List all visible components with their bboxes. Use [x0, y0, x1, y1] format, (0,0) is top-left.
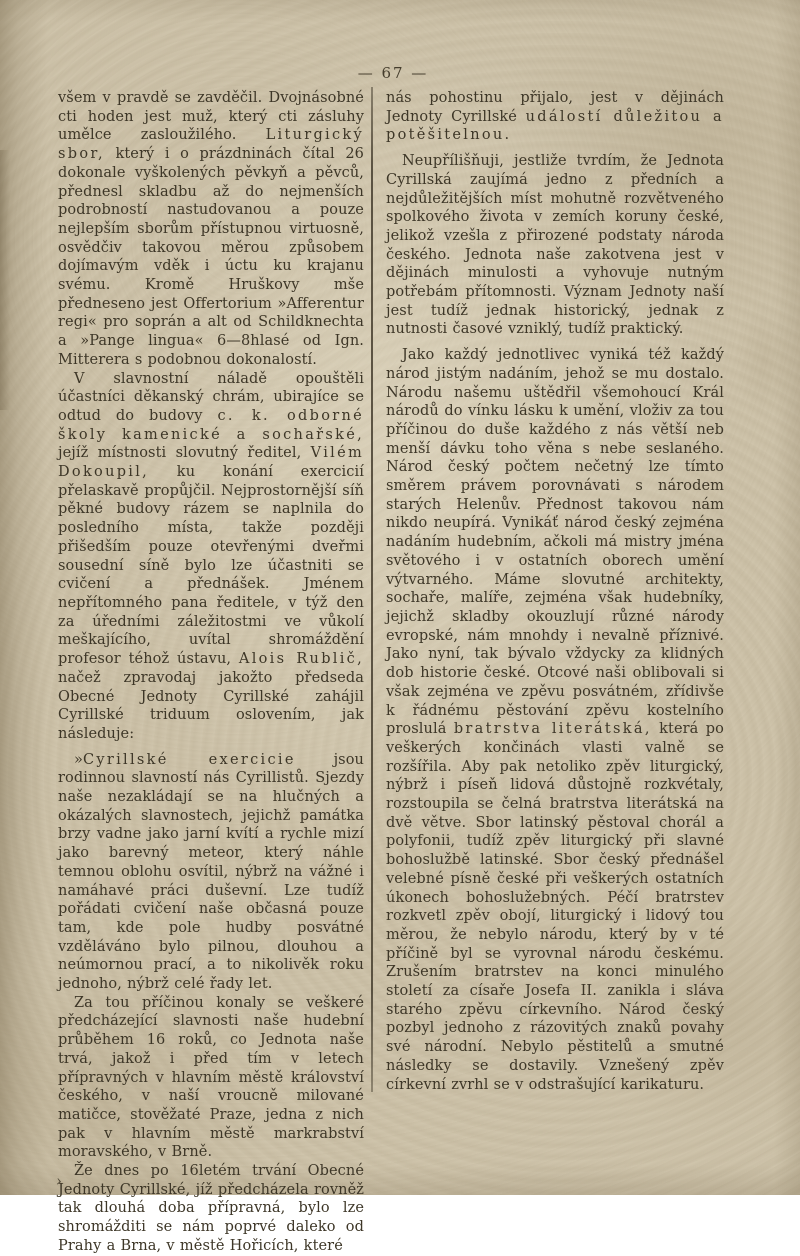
- paragraph: [58, 994, 364, 1162]
- column-divider-rule: [371, 87, 373, 1092]
- text-segment: Za tou příčinou konaly se veškeré předcházející slavnosti naše hudební průběhem 16 roků, co Jednota naše trvá, jakož i před tím v letech přípravných v hlavním městě království českého, v naší vroucně milované matičce, stověžaté Praze, jedna z nich pak v hlavním městě markrabství moravského, v Brně.: [58, 994, 364, 1161]
- emphasized-text-segment: Alois Rublič,: [238, 651, 364, 668]
- paragraph: [386, 89, 724, 145]
- text-segment: »: [74, 751, 83, 768]
- text-column-right: [386, 89, 724, 1094]
- text-segment: jejíž místnosti slovutný ředitel,: [58, 445, 311, 462]
- text-segment: Že dnes po 16letém trvání Obecné Jednoty Cyrillské, jíž předcházela rovněž tak dlouhá doba přípravná, bylo lze shromážditi se nám poprvé daleko od Prahy a Brna, v městě Hořicích, které: [58, 1163, 364, 1254]
- paragraph: [58, 370, 364, 744]
- emphasized-text-segment: událostí důležitou a potěšitelnou.: [386, 108, 724, 144]
- text-segment: který i o prázdninách čítal 26 dokonale vyškolených pěvkyň a pěvců, přednesl skladbu až do nejmenších podrobností nastudovanou a pouze nejlepším sborům přístupnou virtuosně, osvědčiv takovou měrou způsobem dojímavým vděk i úctu ku krajanu svému. Kromě Hruškovy mše předneseno jest Offertorium »Afferentur regi« pro soprán a alt od Schildknechta a »Pange lingua« 6—8hlasé od Ign. Mitterera s podobnou dokonalostí.: [58, 146, 364, 368]
- paragraph: [386, 346, 724, 1094]
- paper-stain: [735, 300, 795, 420]
- paper-stain: [0, 150, 10, 410]
- text-segment: načež zpravodaj jakožto předseda Obecné Jednoty Cyrillské zahájil Cyrillské triduum oslovením, jak následuje:: [58, 669, 364, 742]
- text-segment: jsou rodinnou slavností nás Cyrillistů. Sjezdy naše nezakládají se na hlučných a okázalých slavnostech, jejichž památka brzy vadne jako jarní kvítí a rychle mizí jako barevný meteor, který náhle temnou oblohu osvítil, nýbrž na vážné i namáhavé práci duševní. Lze tudíž pořádati cvičení naše občasná pouze tam, kde pole hudby posvátné vzděláváno bylo pilnou, dlouhou a neúmornou prací, a to nikolivěk roku jednoho, nýbrž celé řady let.: [58, 751, 364, 993]
- emphasized-text-segment: Liturgický sbor,: [58, 127, 364, 163]
- scan-edge-artifact: ›: [54, 1171, 64, 1191]
- paragraph: [58, 751, 364, 994]
- text-segment: Neupřílišňuji, jestliže tvrdím, že Jednota Cyrillská zaujímá jedno z předních a nejdůležitějších míst mohutně rozvětveného spolkového života v zemích koruny české, jelikož vzešla z přirozené podstaty národa českého. Jednota naše zakotvena jest v dějinách minulosti a vyhovuje nutným potřebám přítomnosti. Význam Jednoty naší jest tudíž jednak historický, jednak z nutnosti časové vzniklý, tudíž praktický.: [386, 153, 724, 338]
- emphasized-text-segment: Cyrillské exercicie: [82, 751, 296, 768]
- emphasized-text-segment: Vilém Dokoupil,: [58, 445, 364, 481]
- paragraph: [58, 1162, 364, 1256]
- text-segment: Jako každý jednotlivec vyniká též každý národ jistým nadáním, jehož se mu dostalo. Národu našemu uštědřil všemohoucí Král národů do vínku lásku k umění, vloživ za tou příčinou do duše každého z nás větší neb menší dávku toho věna s nebe seslaného. Národ český počtem nečetný lze tímto směrem právem porovnávati s národem starých Helenův. Přednost takovou nám nikdo neupírá. Vynikáť národ český zejména nadáním hudebním, ačkoli má mistry jména světového i v ostatních oborech umění výtvarného. Máme slovutné architekty, sochaře, malíře, zejména však hudebníky, jejichž skladby okouzlují různé národy evropské, nám mnohdy i nevalně příznivé. Jako nyní, tak bývalo vždycky za klidných dob historie české. Otcové naši oblibovali si však zejména ve zpěvu posvátném, zřídivše k řádnému pěstování zpěvu kostelního proslulá: [386, 347, 724, 738]
- text-segment: která po veškerých končinách vlasti valně se rozšířila. Aby pak netoliko zpěv liturgický, nýbrž i píseň lidová důstojně rozkvétaly, rozstoupila se čelná bratrstva literátská na dvě větve. Sbor latinský pěstoval chorál a polyfonii, tudíž zpěv liturgický při slavné bohoslužbě latinské. Sbor český přednášel velebné písně české při veškerých ostatních úkonech bohoslužebných. Péčí bratrstev rozkvetl zpěv obojí, liturgický i lidový tou měrou, že nebylo národu, který by v té příčině byl se vyrovnal národu českému. Zrušením bratrstev na konci minulého století za císaře Josefa II. zanikla i sláva starého zpěvu církevního. Národ český pozbyl jednoho z rázovitých znaků povahy své národní. Nebylo pěstitelů a smutné následky se dostavily. Vznešený zpěv církevní zvrhl se v odstrašující karikaturu.: [386, 721, 725, 1093]
- paragraph: [386, 152, 724, 339]
- emphasized-text-segment: c. k. odborné školy kamenické a sochařské,: [58, 407, 364, 443]
- text-segment: V slavnostní náladě opouštěli účastníci děkanský chrám, ubirajíce se odtud do budovy: [58, 370, 364, 424]
- text-column-left: [58, 89, 364, 1256]
- text-segment: ku konání exercicií přelaskavě propůjčil. Nejprostornější síň pěkné budovy rázem se naplnila do posledního místa, takže později přišedším pouze otevřenými dveřmi sousední síně bylo lze účastniti se cvičení a přednášek. Jménem nepřítomného pana ředitele, v týž den za úředními záležitostmi ve vůkolí meškajícího, uvítal shromáždění profesor téhož ústavu,: [58, 464, 364, 668]
- text-segment: nás pohostinu přijalo, jest v dějinách Jednoty Cyrillské: [386, 90, 724, 125]
- paragraph: [58, 89, 364, 370]
- page-number: — 67 —: [357, 64, 429, 82]
- emphasized-text-segment: bratrstva literátská,: [453, 721, 652, 738]
- text-segment: všem v pravdě se zavděčil. Dvojnásobné cti hoden jest muž, který cti zásluhy umělce zasloužilého.: [58, 90, 364, 144]
